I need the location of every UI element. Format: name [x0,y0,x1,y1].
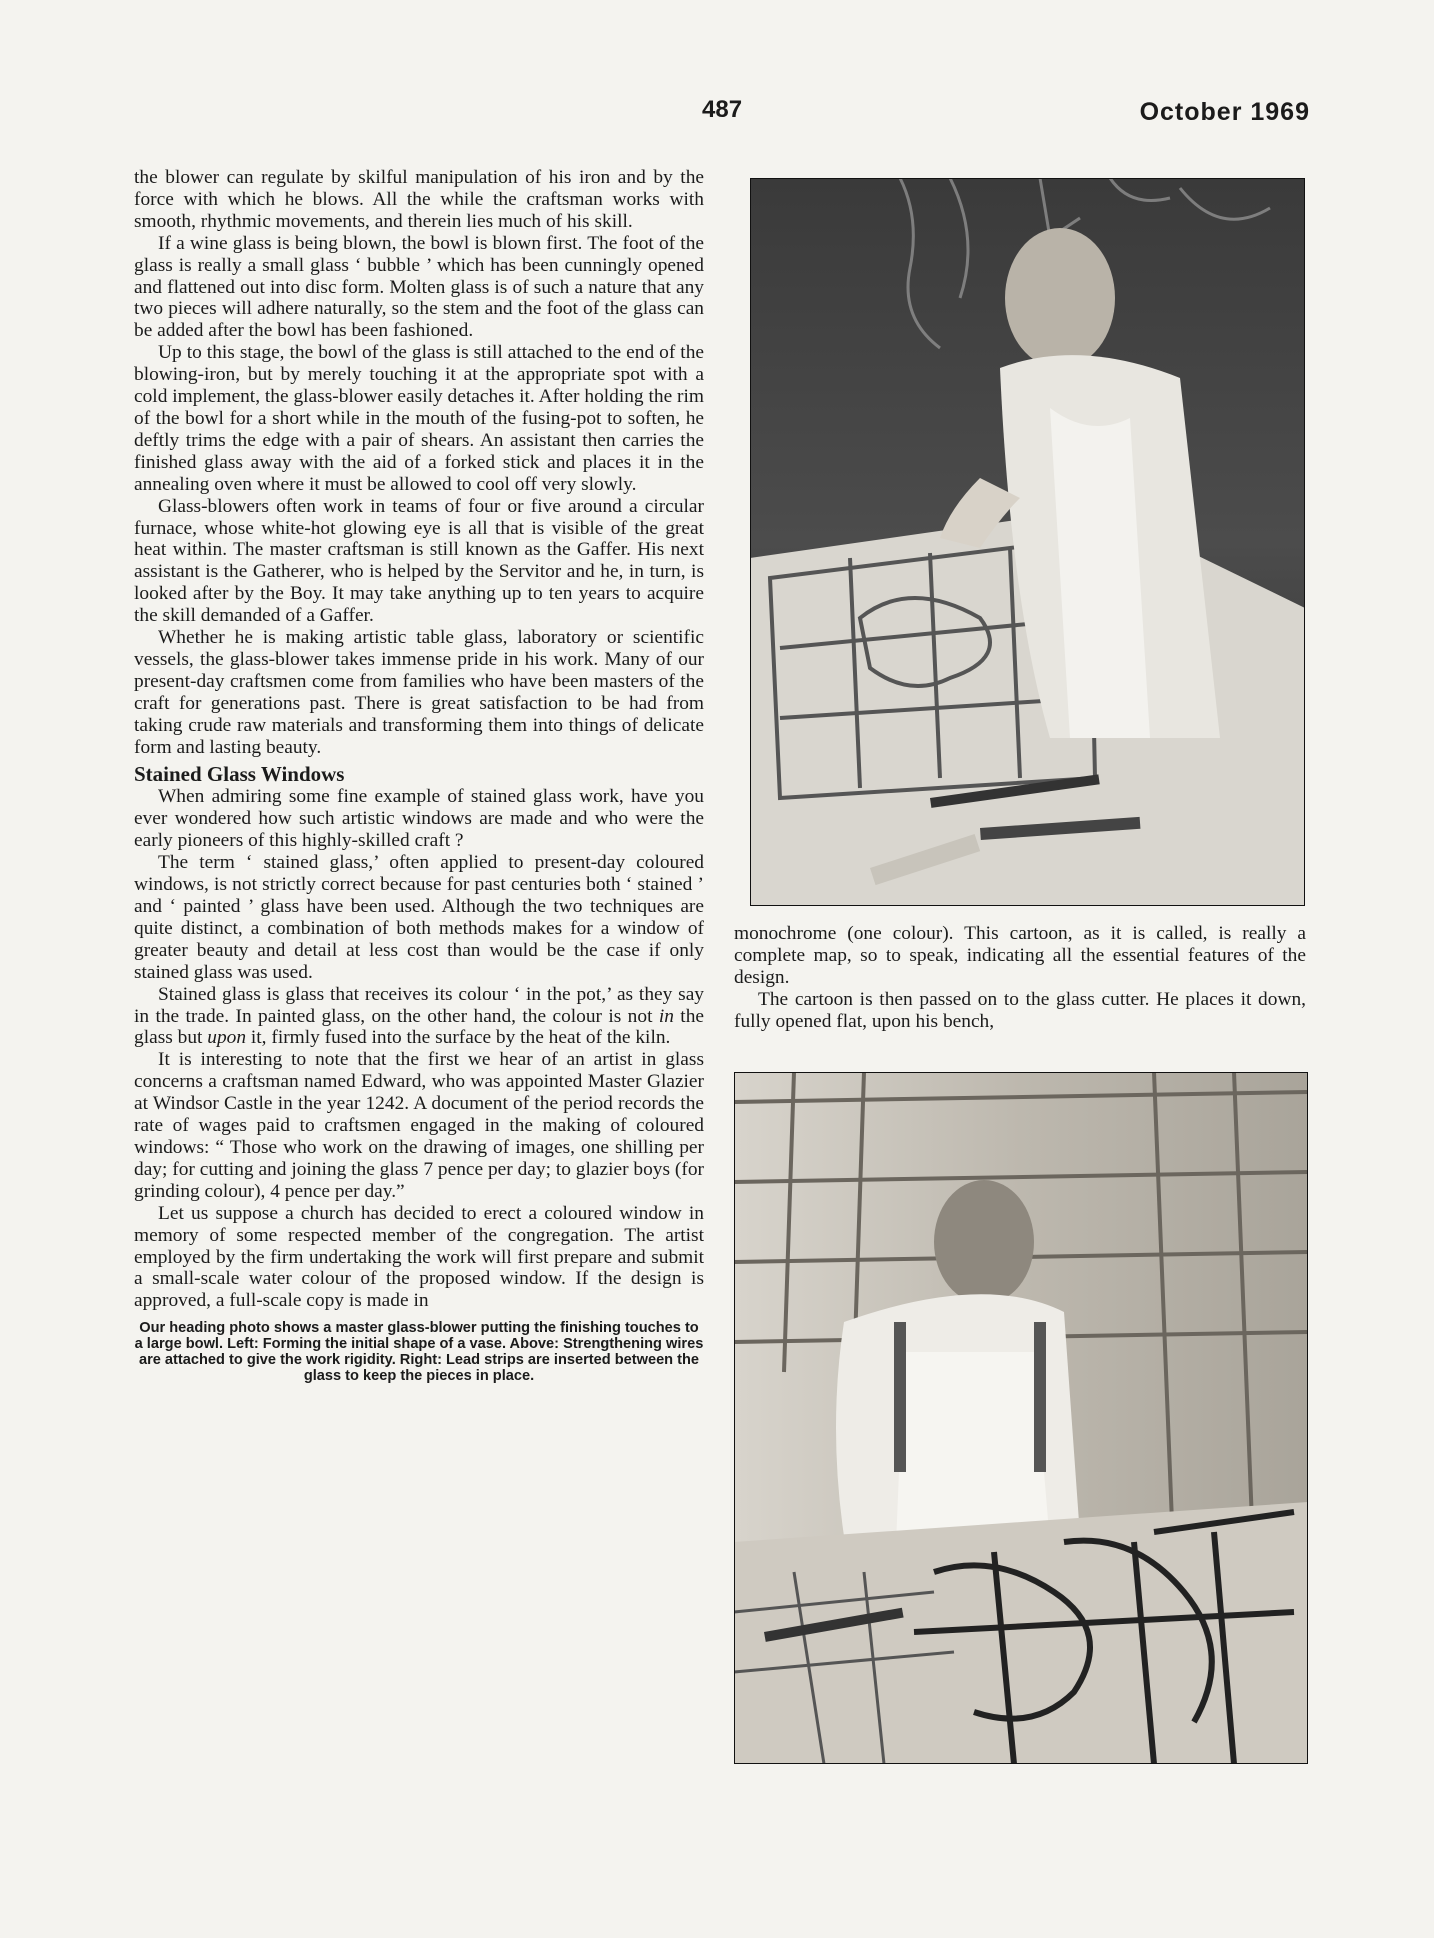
page-header [0,96,1434,136]
left-column [134,167,704,1384]
section-heading: Stained Glass Windows [134,762,345,787]
paragraph: When admiring some fine example of stained glass work, have you ever wondered how such artistic windows are made and who were the early pioneers of this highly-skilled craft ? [134,786,704,852]
paragraph: monochrome (one colour). This cartoon, as it is called, is really a complete map, so to speak, indicating all the essential features of the design. [734,923,1306,988]
paragraph: If a wine glass is being blown, the bowl is blown first. The foot of the glass is really a small glass ‘ bubble ’ which has been cunningly opened and flattened out into disc form. Molten glass is of such a nature that any two pieces will adhere naturally, so the stem and the foot of the glass can be added after the bowl has been fashioned. [134,232,704,342]
top-photo [750,178,1305,906]
emphasis: in [658,1005,674,1027]
paragraph: The term ‘ stained glass,’ often applied to present-day coloured windows, is not strictly correct because for past centuries both ‘ stained ’ and ‘ painted ’ glass have been used. Although the two techniques are quite distinct, a combination of both methods makes for a window of greater beauty and detail at less cost than would be the case if only stained glass was used. [134,852,704,983]
bottom-photo-illustration [734,1072,1308,1764]
paragraph: Up to this stage, the bowl of the glass is still attached to the end of the blowing-iron, but by merely touching it at the appropriate spot with a cold implement, the glass-blower easily detaches it. After holding the rim of the bowl for a short while in the mouth of the fusing-pot to soften, he deftly trims the edge with a pair of shears. An assistant then carries the finished glass away with the aid of a forked stick and places it in the annealing oven where it must be allowed to cool off very slowly. [134,342,704,495]
photo-caption: Our heading photo shows a master glass-blower putting the finishing touches to a large bowl. Left: Forming the initial shape of a vase. Above: Strengthening wires are attached to give the work rigidity. Right: Lead strips are inserted between the glass to keep the pieces in place. [134,1320,704,1385]
emphasis: upon [207,1027,247,1049]
paragraph: Let us suppose a church has decided to erect a coloured window in memory of some respected member of the congregation. The artist employed by the firm undertaking the work will first prepare and submit a small-scale water colour of the proposed window. If the design is approved, a full-scale copy is made in [134,1202,704,1312]
paragraph: Glass-blowers often work in teams of four or five around a circular furnace, whose white-hot glowing eye is all that is visible of the great heat within. The master craftsman is still known as the Gaffer. His next assistant is the Gatherer, who is helped by the Servitor and he, in turn, is looked after by the Boy. It may take anything up to ten years to acquire the skill demanded of a Gaffer. [134,495,704,627]
right-column [734,923,1306,1033]
text-run: the glass but [134,1005,704,1049]
paragraph: It is interesting to note that the first we hear of an artist in glass concerns a craftsman named Edward, who was appointed Master Glazier at Windsor Castle in the year 1242. A document of the period records the rate of wages paid to craftsmen engaged in the making of coloured windows: “ Those who work on the drawing of images, one shilling per day; for cutting and joining the glass 7 pence per day; to glazier boys (for grinding colour), 4 pence per day.” [134,1049,704,1202]
issue-date: October 1969 [1139,98,1310,126]
text-run: it, firmly fused into the surface by the heat of the kiln. [246,1027,671,1049]
paragraph: The cartoon is then passed on to the glass cutter. He places it down, fully opened flat, upon his bench, [734,988,1306,1032]
text-run: Stained glass is glass that receives its colour ‘ in the pot,’ as they say in the trade. In painted glass, on the other hand, the colour is not [134,983,704,1027]
page-number: 487 [702,96,743,123]
top-photo-illustration [750,178,1305,906]
paragraph: Whether he is making artistic table glass, laboratory or scientific vessels, the glass-blower takes immense pride in his work. Many of our present-day craftsmen come from families who have been masters of the craft for generations past. There is great satisfaction to be had from taking crude raw materials and transforming them into things of delicate form and lasting beauty. [134,627,704,758]
paragraph: the blower can regulate by skilful manipulation of his iron and by the force with which he blows. All the while the craftsman works with smooth, rhythmic movements, and therein lies much of his skill. [134,167,704,232]
paragraph [134,984,704,1050]
bottom-photo [734,1072,1308,1764]
